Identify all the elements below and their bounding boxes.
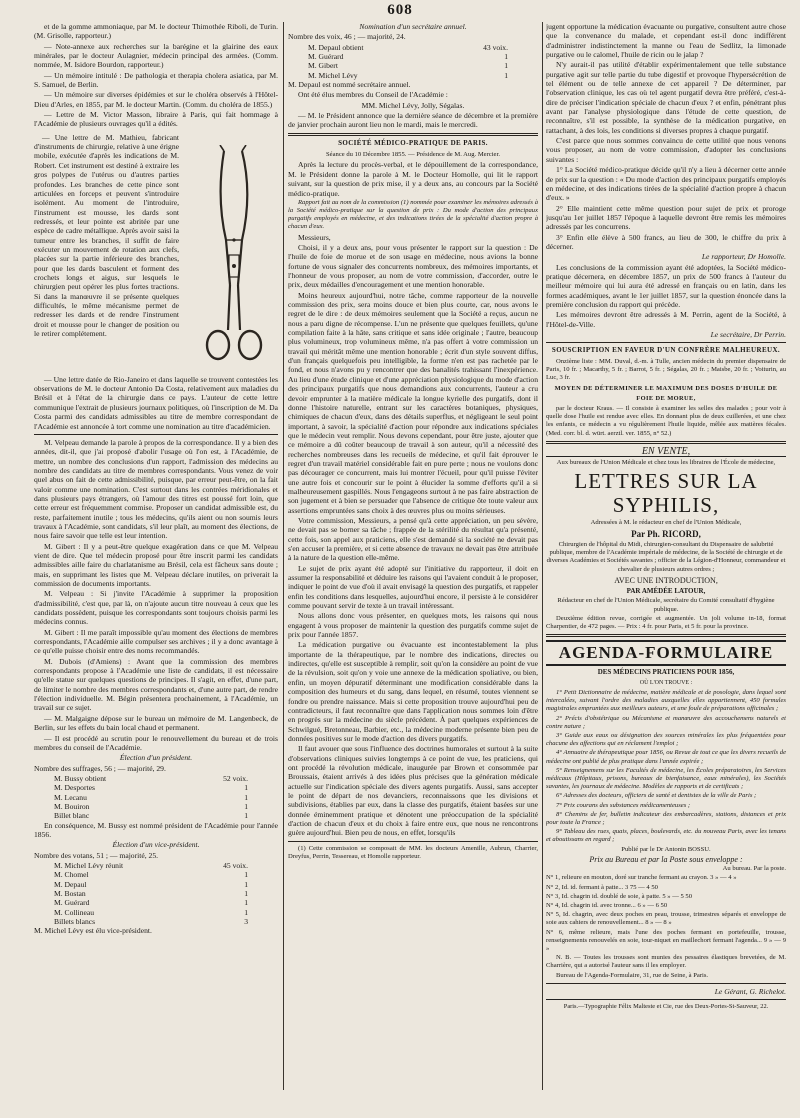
signature: Le secrétaire, Dr Perrin. — [710, 330, 786, 339]
paragraph: Il faut avouer que sous l'influence des doctrines humorales et surtout à la suite d'observations cliniques suivies longtemps à ce point de vue, les praticiens, qui ont procédé la révolution médicale, inaugurée par Brown et consommée par Broussais, étaient arrivés à des idées plus précises que la génération médicale actuelle sur l'indication spéciale des divers agents purgatifs. Aussi, sans accepter le point de départ de nos devanciers, reconnaissons que les divisions et subdivisions, établies par eux, dans la classe des purgatifs, étaient basées sur une donnée éminemment pratique et dénotent une préoccupation de la spécialité d'action de chacun d'eux et du choix à faire entre eux, que nous ne rencontrons guère aujourd'hui. Bien peu de nous, en effet, lorsqu'ils — [288, 744, 538, 838]
section-heading: Élection d'un président. — [119, 753, 193, 763]
paragraph: MM. Michel Lévy, Jolly, Ségalas. — [361, 100, 465, 110]
column-2 — [288, 22, 538, 1094]
paragraph: — M. le Président annonce que la dernière séance de décembre et la première de janvier prochain auront lieu non le mardi, mais le mercredi. — [288, 111, 538, 130]
paragraph: C'est parce que nous sommes convaincu de cette utilité que nous venons vous proposer, au nom de votre commission, d'adopter les conclusions suivantes : — [546, 136, 786, 164]
paragraph: M. Velpeau demande la parole à propos de la correspondance. Il y a bien des années, dit-il, que j'ai proposé d'abolir l'usage où l'on est, à l'Académie, de mettre, un nombre des conclusions d'un rapport, l'admission des médecins au nombre des candidats au titre de membres correspondants. Vous venez de voir quel abus on fait de cette admissibilité, puisque, par erreur peut-être, on la fait valoir comme une nomination. C'est surtout dans les contrées méridionales et dans plusieurs pays étrangers, où l'amour des titres est poussé fort loin, que cette erreur est fréquemment commise. Proposer un candidat admissible est, du reste, parfaitement inutile ; tous les médecins, qu'ils aient ou non soumis leurs travaux à l'Académie, sont candidats, s'il leur plaît, au moment des élections, de nous faire savoir que telle est leur intention. — [34, 437, 278, 541]
paragraph: M. Velpeau : Si j'invite l'Académie à supprimer la proposition d'admissibilité, c'est que, par là, on n'ajoute aucun titre nouveau à ceux que les candidats possèdent, puisque les correspondants sont toujours choisis parmi les médecins connus. — [34, 589, 278, 627]
vote-intro: Nombre des suffrages, 56 ; — majorité, 29. — [34, 763, 166, 773]
divider — [34, 434, 278, 435]
list-item: 6° Adresses des docteurs, officiers de santé et dentistes de la ville de Paris ; — [556, 792, 757, 800]
paragraph: et de la gomme ammoniaque, par M. le docteur Thimothée Riboli, de Turin. (M. Grisolle, rapporteur.) — [34, 22, 278, 41]
vote-row: M. Guérard 1 — [54, 898, 248, 908]
ad-line: Adressées à M. le rédacteur en chef de l'Union Médicale, — [590, 519, 742, 527]
vote-row: M. Chomel 1 — [54, 870, 248, 880]
paragraph: Messieurs, — [298, 232, 331, 242]
vote-row: M. Collineau 1 — [54, 907, 248, 917]
vote-intro: Nombre des voix, 46 ; — majorité, 24. — [288, 32, 406, 42]
paragraph: M. Dubois (d'Amiens) : Avant que la commission des membres correspondants propose à l'Académie une liste de candidats, il est nécessaire qu'elle statue sur quelques questions de principes. Il s'agit, en effet, d'une part, de limiter le nombre des membres correspondants et, d'une autre part, de rendre l'élection individuelle. M. Bégin présentera prochainement, à l'Académie, un travail sur ce sujet. — [34, 656, 278, 713]
paragraph: M. Depaul est nommé secrétaire annuel. — [288, 80, 411, 90]
vote-row: Billet blanc 1 — [54, 811, 248, 821]
paragraph: Rapport fait au nom de la commission (1) nommée pour examiner les mémoires adressés à la Société médico-pratique sur la question de prix : Du mode d'action des principaux purgatifs employés en médecine, et des indications tirées de la spécialité d'action propre à chacun d'eux. — [288, 198, 538, 231]
price-row: N° 5, Id. chagrin, avec deux poches en peau, trousse, trimestres séparés et enveloppe de soie aux cahiers de renouvellement... 8 » — 8 » — [546, 911, 786, 927]
divider — [546, 983, 786, 984]
vote-row: M. Guérard 1 — [308, 52, 508, 62]
page-number: 608 — [387, 2, 413, 18]
divider — [288, 133, 538, 136]
section-heading: Nomination d'un secrétaire annuel. — [359, 22, 467, 31]
paragraph: Après la lecture du procès-verbal, et le dépouillement de la correspondance, M. le Président donne la parole à M. le Docteur Homolle, qui lit le rapport suivant, sur la question de prix mise, il y a deux ans, au concours par la Société médico-pratique. — [288, 160, 538, 198]
list-item: 3° Guide aux eaux ou désignation des sources minérales les plus fréquentées pour chacune des affections qui en réclament l'emploi ; — [546, 731, 786, 748]
paragraph: Onzième liste : MM. Duval, d.-m. à Tulle, ancien médecin du premier dispensaire de Paris, 10 fr. ; Macarthy, 5 fr. ; Barrot, 5 fr. ; Ségalas, 20 fr. ; Maisbe, 20 fr. ; Voiturin, au Luc, 3 fr. — [546, 357, 786, 382]
column-3 — [546, 22, 786, 1094]
list-item: 9° Tableau des rues, quais, places, boulevards, etc. du nouveau Paris, avec les tenans et aboutissans en regard ; — [546, 828, 786, 844]
column-1 — [34, 22, 278, 1094]
paragraph: Les conclusions de la commission ayant été adoptées, la Société médico-pratique décernera, en décembre 1857, un prix de 500 francs à l'auteur du meilleur mémoire qui lui aura été adressé en français ou en latin, dans les formes académiques, avant le 1er juillet 1857, sur la question énoncée dans la première conclusion du rapport qui précède. — [546, 262, 786, 309]
paragraph: par le docteur Kraus. — Il consiste à examiner les selles des malades ; pour voir à quelle dose l'huile est rendue avec elles. En donnant plus de deux cuillerées, et une chez les enfants, ce médecin a vu régulièrement l'huile liquide, mêlée aux matières fécales. (Med. corr. bl. d. würt. aerztl. ver. 1855, n° 52.) — [546, 404, 786, 437]
section-heading: Élection d'un vice-président. — [112, 840, 200, 850]
vote-row: M. Bostan 1 — [54, 889, 248, 898]
paragraph: Nous allons donc vous présenter, en quelques mots, les raisons qui nous engagent à vous proposer de maintenir la question des purgatifs comme sujet de prix pour l'année 1857. — [288, 611, 538, 640]
ad-line: Rédacteur en chef de l'Union Médicale, secrétaire du Comité consultatif d'hygiène publique. — [557, 597, 775, 613]
section-title: SOCIÉTÉ MÉDICO-PRATIQUE DE PARIS. — [338, 138, 488, 147]
divider — [546, 634, 786, 637]
price-row: N° 1, relieure en mouton, doré sur tranche fermant au crayon. 3 » — 4 » — [546, 874, 737, 882]
vote-row: M. Desportes 1 — [54, 783, 248, 793]
paragraph: — Un mémoire sur diverses épidémies et sur le choléra observés à l'Hôtel-Dieu d'Arles, en 1855, par M. le docteur Martin. (Comm. du choléra de 1855.) — [34, 90, 278, 109]
list-item: 5° Renseignemens sur les Facultés de médecine, les Écoles préparatoires, les Services médicaux (Hôpitaux, prisons, bureaux de bienfaisance, eaux minérales), les Sociétés savantes, les journaux de médecine. Modèles de rapports et de certificats ; — [546, 766, 786, 791]
paragraph: — Un mémoire intitulé : De pathologia et therapia cholera asiatica, par M. S. Samuel, de Berlin. — [34, 70, 278, 90]
price-row: N° 2, Id. id. fermant à patte... 3 75 — 4 50 — [546, 883, 658, 891]
vote-row: M. Gibert 1 — [308, 61, 508, 71]
column-rule — [542, 22, 543, 1090]
price-row: N° 4, Id. chagrin id. avec tronne... 6 » — 6 50 — [546, 901, 668, 909]
ad-subheader: OÙ L'ON TROUVE : — [639, 679, 693, 686]
paragraph: Le sujet de prix ayant été adopté sur l'initiative du rapporteur, il doit en assumer la responsabilité et déduire les raisons qui l'avaient conduit à le proposer, indiquer le point de vue d'où il avait envisagé la question des purgatifs, et rappeler enfin les conditions dans lesquelles, aujourd'hui encore, il persiste à le considérer comme pouvant servir de texte à un travail intéressant. — [288, 563, 538, 611]
vote-row: M. Michel Lévy réunit 45 voix. — [54, 860, 248, 870]
list-item: 8° Chemins de fer, bulletin indicateur des embarcadères, stations, distances et prix pour toute la France ; — [546, 810, 786, 826]
paragraph: 2° Elle maintient cette même question pour sujet de prix et proroge jusqu'au 1er juillet 1857 l'époque à laquelle devront être remis les mémoires adressés par les concurrens. — [546, 203, 786, 232]
paragraph: Les mémoires devront être adressés à M. Perrin, agent de la Société, à l'Hôtel-de-Ville. — [546, 310, 786, 329]
ad-subheader: DES MÉDECINS PRATICIENS POUR 1856, — [597, 668, 735, 677]
list-item: 1° Petit Dictionnaire de médecine, matière médicale et de posologie, dans lequel sont intercalées, suivant l'ordre des maladies auxquelles elles appartiennent, 450 formules magistrales empruntées aux meilleurs auteurs, et une foule de préparations officinales ; — [546, 688, 786, 713]
ad-header: EN VENTE, — [546, 447, 786, 457]
paragraph: jugent opportune la médication évacuante ou purgative, consultent autre chose que la convenance du malade, et cependant est-il donc indifférent d'administrer indistinctement la manne ou l'eau de Sedlitz, la limonade purgative ou le calomel, l'huile de ricin ou le jalap ? — [546, 22, 786, 60]
paragraph: N'y aurait-il pas utilité d'établir expérimentalement que telle substance purgative agit sur telle partie du tube digestif et provoque l'hypersécrétion de tel élément ou de telle annexe de cet appareil ? De déterminer, par l'observation clinique, les cas où tel agent purgatif devra être préféré, c'est-à-dire de préciser l'indication spéciale de chacun d'eux ? et enfin, pénétrant plus avant par l'analyse physiologique dans l'étude de cette question, de reconnaître, s'il est possible, la synthèse de la médication purgative, en rattachant, à des lois, les conditions si diverses propres à chaque purgatif. — [546, 60, 786, 135]
paragraph: — Note-annexe aux recherches sur la barégine et la glairine des eaux minérales, par le docteur Aulagnier, médecin principal des armées. (Comm. nommée, M. Isidore Bourdon, rapporteur.) — [34, 41, 278, 70]
paragraph: M. Gibert : Il y a peut-être quelque exagération dans ce que M. Velpeau vient de dire. Que tel médecin proposé pour être inscrit parmi les candidats admissibles aille faire du charlatanisme au Brésil, cela est fâcheux sans doute ; mais, en supprimant les listes que M. Velpeau déclare inutiles, on priverait la commission de documents importants. — [34, 541, 278, 588]
paragraph: Votre commission, Messieurs, a pensé qu'à cette appréciation, un peu sévère, ne devait pas se borner sa tâche ; frappée de la stérilité du résultat qu'a présenté, cette fois, son appel aux praticiens, elle s'est demandé si la société ne devait pas s'en accuser la première, et si cette absence de travaux ne devait pas être attribuée à la nature de la question elle-même. — [288, 515, 538, 563]
divider — [546, 342, 786, 343]
ad-line: Chirurgien de l'hôpital du Midi, chirurgien-consultant du Dispensaire de salubrité publique, membre de l'Académie impériale de médecine, de la Société de chirurgie et de diverses Académies et Sociétés savantes ; officier de la Légion-d'Honneur, commandeur et chevalier de plusieurs autres ordres ; — [546, 540, 786, 573]
vote-row: Billets blancs 3 — [54, 917, 248, 927]
vote-row: M. Depaul obtient 43 voix. — [308, 42, 508, 52]
paragraph: 1° La Société médico-pratique décide qu'il n'y a lieu à décerner cette année de prix sur la question : « Du mode d'action des principaux purgatifs employés en médecine, et des indications tirées de la spécialité d'action propre à chacun d'eux. » — [546, 165, 786, 203]
ad-line: Bureau de l'Agenda-Formulaire, 31, rue de Seine, à Paris. — [556, 971, 709, 979]
printer-imprint: Paris.—Typographie Félix Malteste et Cie, rue des Deux-Portes-St-Sauveur, 22. — [546, 999, 786, 1011]
footnote: (1) Cette commission se composait de MM. les docteurs Amenille, Aubrun, Charrier, Dreyfus, Perrin, Tessereau, et Homolle rapporteur. — [288, 844, 538, 860]
forceps-illustration — [194, 145, 274, 370]
vote-row: M. Michel Lévy 1 — [308, 70, 508, 80]
paragraph: — M. Malgaigne dépose sur le bureau un mémoire de M. Langenbeck, de Berlin, sur les effets du bain local chaud et permanent. — [34, 713, 278, 733]
column-rule — [283, 22, 284, 1090]
illustration-block — [34, 133, 278, 371]
vote-intro: Nombre des votans, 51 ; — majorité, 25. — [34, 850, 159, 860]
vote-row: M. Depaul 1 — [54, 879, 248, 889]
section-subtitle: Séance du 10 Décembre 1855. — Présidence de M. Aug. Mercier. — [326, 151, 500, 159]
paragraph: 3° Enfin elle élève à 500 francs, au lieu de 300, le chiffre du prix à décerner. — [546, 232, 786, 251]
manager-signature: Le Gérant, G. Richelot. — [714, 986, 786, 996]
ad-title: AGENDA-FORMULAIRE — [546, 640, 786, 666]
paragraph: — Il est procédé au scrutin pour le renouvellement du bureau et de trois membres du conseil de l'Académie. — [34, 733, 278, 752]
paragraph: Choisi, il y a deux ans, pour vous présenter le rapport sur la question : De l'huile de foie de morue et de son usage en médecine, nous avions la bonne fortune de vous signaler des concurrents nombreux, des mémoires importants, et l'honneur de vous proposer, au nom de votre commission, d'accorder, outre le prix, deux médailles d'encouragement et une mention honorable. — [288, 243, 538, 290]
divider — [546, 441, 786, 444]
ad-subheader: Aux bureaux de l'Union Médicale et chez tous les libraires de l'École de médecine, — [556, 459, 776, 467]
ad-line: AVEC UNE INTRODUCTION, — [614, 575, 718, 585]
paragraph: Moins heureux aujourd'hui, notre tâche, comme rapporteur de la nouvelle commission des prix, sera moins douce et bien plus courte, car, nous avons le regret de le dire : de deux mémoires seulement que la Société a reçus, aucun ne nous a paru digne de récompense. L'un ne présente que quelques feuillets, qu'une compilation faite à la hâte, sans critique et sans idée originale ; l'autre, beaucoup plus volumineux, trop volumineux même, n'a pas offert à votre commission un travail qui méritât même une mention honorable ; écrit d'un style souvent diffus, d'un français quelquefois peu intelligible, la forme n'en est pas rachetée par le fond, et nous n'avons pu y rencontrer que des banalités trahissant l'inexpérience. Au lieu d'une étude clinique et d'une appréciation physiologique du mode d'action des principaux purgatifs que nous demandions aux concurrents, l'auteur a cru devoir emprunter à la matière médicale la longue kyrielle des purgatifs, dont il donne l'histoire naturelle, entrant sur les caractères botaniques, physiques, chimiques de chacun d'eux, dans des détails superflus, et négligeant le seul point important, à savoir, la spécialité d'action pour répondre aux indications spéciales que le médecin veut remplir. Nous devons cependant, pour être juste, ajouter que ce mémoire a dû coûter beaucoup de travail à son auteur, qu'il a nécessité des recherches nombreuses dans les recueils de médecine, et qu'il fait éprouver le regret d'un travail matériel considérable fait en pure perte ; nous ne voulons donc pas décourager ce concurrent, mais lui montrer l'écueil, pour qu'il puisse l'éviter une autre fois et concourir sur le point à élucider la somme d'efforts qu'il a si malheureusement gaspillés. Nous l'engageons surtout à ne pas faire abstraction de son jugement et à bien se persuader que l'absence de critique ôte toute valeur aux assertions empruntées sans choix à des œuvres plus ou moins sérieuses. — [288, 290, 538, 515]
ad-title: LETTRES SUR LA SYPHILIS, — [574, 469, 758, 518]
vote-row: M. Bouiron 1 — [54, 801, 248, 811]
section-title: MOYEN DE DÉTERMINER LE MAXIMUM DES DOSES D'HUILE DE FOIE DE MORUE, — [554, 385, 778, 402]
list-item: 2° Précis d'obstétrique ou Mécanisme et manœuvre des accouchemens naturels et contre nature ; — [546, 714, 786, 730]
divider — [288, 841, 538, 842]
paragraph: En conséquence, M. Bussy est nommé président de l'Académie pour l'année 1856. — [34, 820, 278, 839]
vote-row: M. Bussy obtient 52 voix. — [54, 773, 248, 783]
section-title: SOUSCRIPTION EN FAVEUR D'UN CONFRÈRE MALHEUREUX. — [551, 346, 781, 355]
vote-row: M. Lecanu 1 — [54, 792, 248, 802]
price-header: Au bureau. Par la poste. — [722, 865, 786, 873]
paragraph: M. Michel Lévy est élu vice-président. — [34, 926, 152, 936]
ad-author: Par Ph. RICORD, — [631, 528, 701, 539]
ad-author: PAR AMÉDÉE LATOUR, — [626, 587, 706, 596]
ad-line: Prix au Bureau et par la Poste sous enveloppe : — [589, 854, 743, 864]
paragraph: M. Gibert : Il me paraît impossible qu'au moment des élections de membres correspondants, l'Académie aille compulser ses archives ; il y a donc avantage à ce qu'elle puisse choisir entre des noms recommandés. — [34, 627, 278, 656]
signature: Le rapporteur, Dr Homolle. — [701, 252, 786, 262]
paragraph: — Une lettre datée de Rio-Janeiro et dans laquelle se trouvent contestées les observations de M. le docteur Antonio Da Costa, relativement aux maladies du Brésil et à l'état de la chirurgie dans ce pays. L'auteur de cette lettre communique l'extrait de plusieurs journaux politiques, où l'inscription de M. Da Costa parmi des candidats admissibles au titre de membre correspondant de l'Académie est annoncée à tort comme une nomination au titre d'académicien. — [34, 374, 278, 431]
ad-line: Publié par le Dr Antonin BOSSU. — [621, 845, 711, 853]
price-row: N° 3, Id. chagrin id. doublé de soie, à patte. 5 » — 5 50 — [546, 892, 693, 900]
ad-line: N. B. — Toutes les trousses sont munies des pessaires élastiques brevetées, de M. Charrière, qui a autorisé l'auteur sans il les employer. — [546, 954, 786, 970]
ad-line: Deuxième édition revue, corrigée et augmentée. Un joli volume in-18, format Charpentier, de 472 pages. — Prix : 4 fr. pour Paris, et 5 fr. pour la province. — [546, 614, 786, 630]
price-row: N° 6, même relieure, mais l'une des poches fermant en portefeuille, trousse, renseignements renouvelés en soie, tour-niquet en maillechort fermant l'agenda... 9 » — 9 » — [546, 928, 786, 952]
paragraph: Ont été élus membres du Conseil de l'Académie : — [298, 90, 448, 100]
paragraph: — Lettre de M. Victor Masson, libraire à Paris, qui fait hommage à l'Académie de plusieurs ouvrages qu'il a édités. — [34, 110, 278, 129]
list-item: 4° Annuaire de thérapeutique pour 1856, ou Revue de tout ce que les divers recueils de médecine ont publié de plus pratique dans l'année expirée ; — [546, 749, 786, 765]
list-item: 7° Prix courans des substances médicamenteuses ; — [556, 801, 691, 809]
paragraph: La médication purgative ou évacuante est incontestablement la plus importante de la thérapeutique, par le nombre des indications, directes ou indirectes, qu'elle est susceptible à remplir, soit qu'on la considère au point de vue de la révulsion, soit qu'on y voie une annexe de la médication spoliative, ou bien, enfin, un moyen dépuratif déterminant une modification considérable dans la composition des humeurs et du sang, dans lequel, en résumé, toutes viennent se fondre ou prendre naissance. Mais si cette proposition trouve aujourd'hui peu de contradicteurs, il faut reconnaître que dans l'application nous sommes loin d'être en progrès sur la médecine du siècle précédent. À part quelques expériences de Schwilgué, Bretonneau, Barbier, etc., la médecine moderne présente bien peu de données positives sur le mode d'action des divers purgatifs. — [288, 640, 538, 743]
paragraph: — Une lettre de M. Mathieu, fabricant d'instruments de chirurgie, relative à une érigne mobile, exécutée d'après les indications de M. Robert. Cet instrument est destiné à extraire les gros polypes de l'utérus ou d'autres parties profondes. Les branches de cette pince sont articulées en forceps et peuvent s'introduire isolément. Au moment de l'introduire, l'instrument est mousse, les dards sont redressés, et leur pointe est abritée par une espèce de cadre métallique. Après avoir saisi la tumeur entre les branches, il suffit de faire exécuter un mouvement de rotation aux clefs, placées sur la partie inférieure des branches, pour que les dards basculent et forment des crochets longs et aigus, sur lesquels le chirurgien peut opérer les plus fortes tractions. Si dans la manœuvre il se présente quelques difficultés, le même mécanisme permet de redresser les dards et de rendre l'instrument droit et mousse pour le changer de position ou le retirer complétement. — [34, 132, 179, 338]
